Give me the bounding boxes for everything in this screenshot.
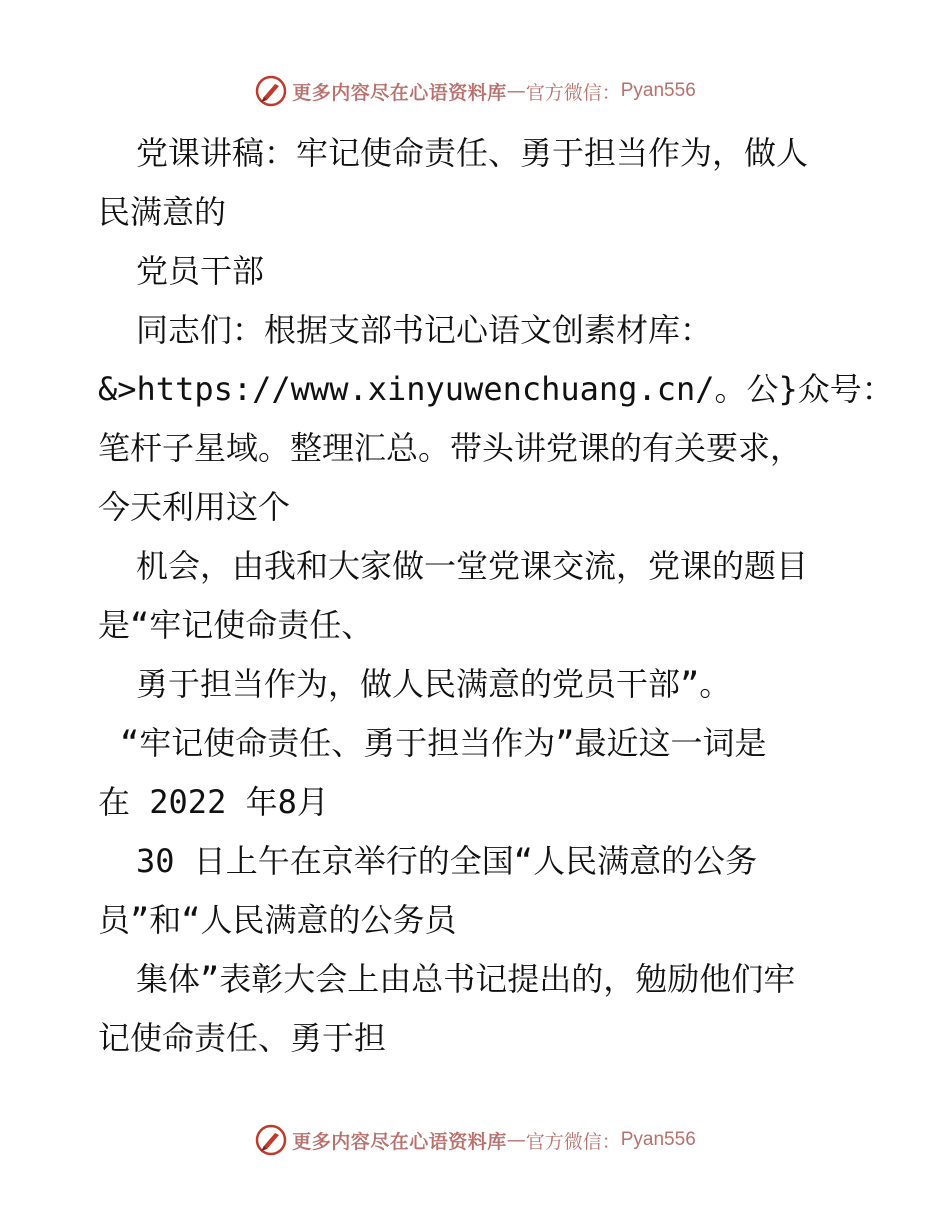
header-wechat-id: Pyan556 bbox=[620, 80, 696, 101]
doc-line: 员”和“人民满意的公务员 bbox=[98, 901, 457, 939]
doc-line: 同志们：根据支部书记心语文创素材库： bbox=[136, 311, 713, 349]
header-watermark bbox=[0, 71, 950, 111]
doc-line: 今天利用这个 bbox=[98, 488, 291, 526]
doc-line: 笔杆子星域。整理汇总。带头讲党课的有关要求， bbox=[98, 429, 803, 467]
footer-watermark bbox=[0, 1120, 950, 1160]
doc-line: 党员干部 bbox=[136, 252, 265, 290]
logo-icon bbox=[254, 1123, 288, 1157]
doc-line: 民满意的 bbox=[98, 193, 227, 231]
footer-wechat-label: 官方微信： bbox=[525, 1130, 621, 1153]
doc-line: &>https://www.xinyuwenchuang.cn/。公}众号： bbox=[98, 370, 894, 408]
doc-line: 勇于担当作为，做人民满意的党员干部”。 bbox=[136, 665, 732, 703]
doc-line: 30 日上午在京举行的全国“人民满意的公务 bbox=[136, 842, 758, 880]
footer-dash: — bbox=[506, 1129, 526, 1151]
doc-line: 在 2022 年8月 bbox=[98, 783, 329, 821]
doc-line: 集体”表彰大会上由总书记提出的，勉励他们牢 bbox=[136, 960, 796, 998]
footer-brand-text: 更多内容尽在心语资料库 bbox=[292, 1130, 507, 1153]
doc-line: 记使命责任、勇于担 bbox=[98, 1019, 387, 1057]
header-brand-text: 更多内容尽在心语资料库 bbox=[292, 81, 507, 104]
logo-icon bbox=[254, 74, 288, 108]
doc-line: “牢记使命责任、勇于担当作为”最近这一词是 bbox=[120, 724, 767, 762]
header-wechat-label: 官方微信： bbox=[525, 81, 621, 104]
header-dash: — bbox=[506, 80, 526, 102]
document-body bbox=[98, 124, 894, 1068]
doc-line: 机会，由我和大家做一堂党课交流，党课的题目 bbox=[136, 547, 809, 585]
footer-wechat-id: Pyan556 bbox=[620, 1129, 696, 1150]
doc-line: 是“牢记使命责任、 bbox=[98, 606, 374, 644]
doc-line: 党课讲稿：牢记使命责任、勇于担当作为，做人 bbox=[136, 134, 809, 172]
